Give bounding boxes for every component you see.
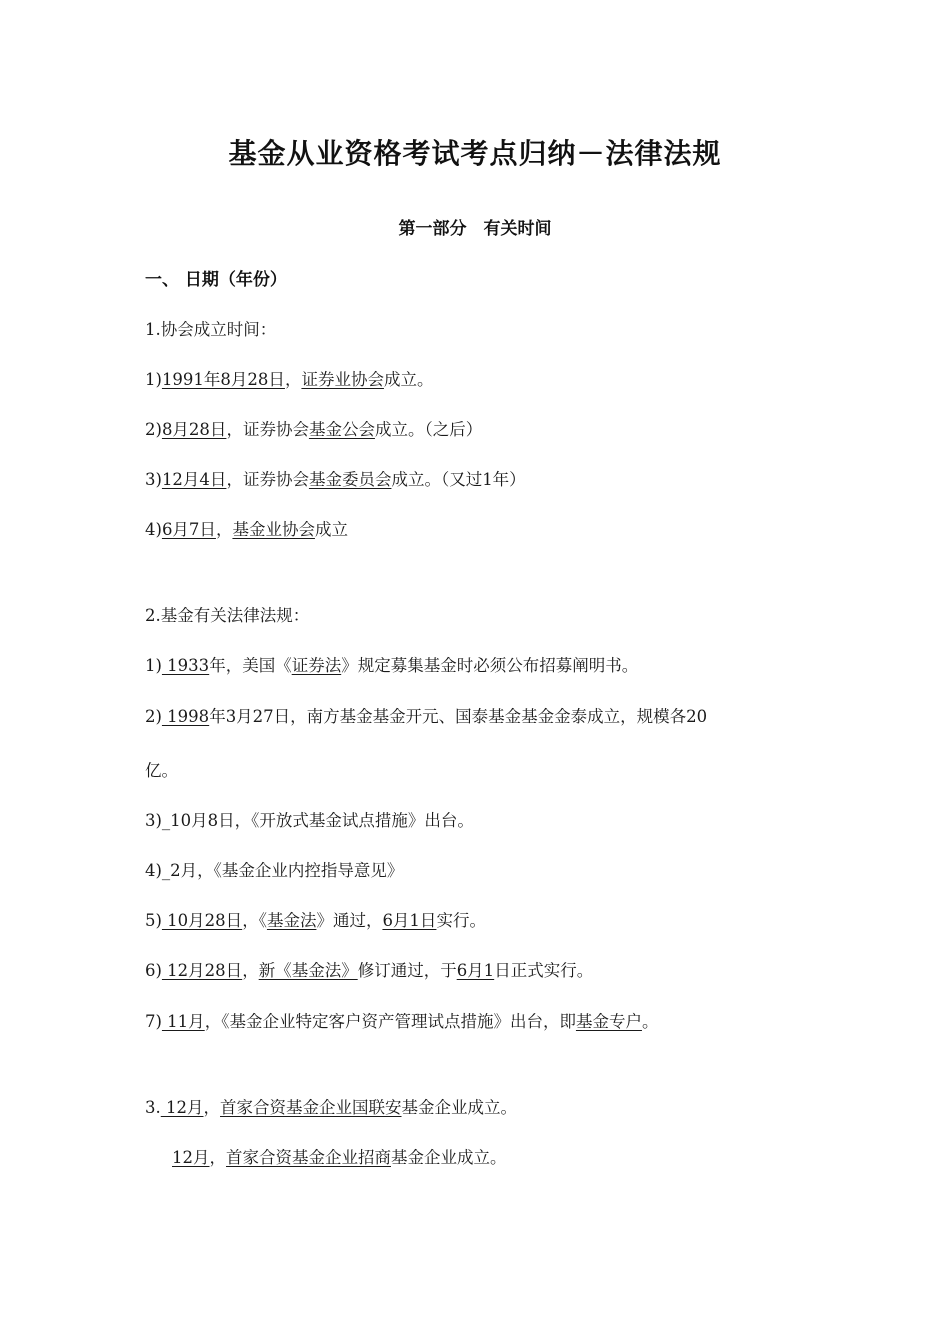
- underlined-text: 6月7日: [161, 520, 216, 539]
- text-segment: 成立。（之后）: [374, 420, 483, 439]
- text-segment: 修订通过，于: [357, 961, 457, 980]
- text-line: [145, 652, 638, 676]
- text-line: [145, 857, 403, 881]
- text-line: [145, 907, 486, 931]
- text-segment: ，: [242, 961, 259, 980]
- underlined-text: 8月28日: [161, 420, 227, 439]
- underlined-text: 12月28日: [161, 961, 243, 980]
- underlined-text: 12月: [172, 1148, 210, 1167]
- text-segment: ，证券协会: [226, 420, 309, 439]
- text-line: [145, 516, 348, 540]
- text-segment: 7): [145, 1012, 162, 1031]
- underlined-text: 基金公会: [308, 420, 375, 439]
- underlined-text: 12月: [160, 1098, 204, 1117]
- text-line: [145, 957, 593, 981]
- underlined-text: 6月1日: [382, 911, 437, 930]
- text-segment: 年，美国《: [209, 656, 292, 675]
- text-segment: 日正式实行。: [494, 961, 594, 980]
- text-segment: 基金企业成立。: [391, 1148, 507, 1167]
- text-segment: 年3月27日，南方基金基金开元、国泰基金基金金泰成立，规模各20: [209, 707, 708, 726]
- text-segment: 3): [145, 470, 162, 489]
- text-segment: 2): [145, 420, 162, 439]
- text-line: [145, 1094, 517, 1118]
- underlined-text: 首家合资基金企业国联安: [220, 1098, 402, 1117]
- text-segment: ，: [215, 520, 233, 539]
- text-line: [145, 466, 526, 490]
- text-segment: ，: [284, 370, 302, 389]
- underlined-text: 10月28日: [161, 911, 243, 930]
- text-segment: 1): [145, 656, 162, 675]
- document-title: 基金从业资格考试考点归纳－法律法规: [228, 137, 722, 170]
- underlined-text: 1991年8月28日: [161, 370, 285, 389]
- text-segment: 成立。: [383, 370, 434, 389]
- text-segment: 。: [641, 1012, 659, 1031]
- underlined-text: 证券法: [291, 656, 342, 675]
- text-segment: 2): [145, 707, 162, 726]
- text-segment: 6): [145, 961, 162, 980]
- text-segment: 》通过，: [316, 911, 383, 930]
- underlined-text: 6月1: [456, 961, 495, 980]
- text-segment: 3.: [145, 1098, 161, 1117]
- text-segment: 基金企业成立。: [401, 1098, 517, 1117]
- underlined-text: 基金法: [266, 911, 317, 930]
- text-segment: 》规定募集基金时必须公布招募阐明书。: [341, 656, 639, 675]
- text-segment: 成立: [314, 520, 348, 539]
- text-segment: ，: [203, 1098, 220, 1117]
- text-segment: 5): [145, 911, 162, 930]
- text-segment: 4)_2月，《基金企业内控指导意见》: [145, 861, 404, 880]
- underlined-text: 基金委员会: [308, 470, 392, 489]
- text-line: [145, 807, 474, 831]
- text-segment: 1.协会成立时间：: [145, 320, 277, 339]
- underlined-text: 新《基金法》: [258, 961, 358, 980]
- underlined-text: 基金业协会: [232, 520, 315, 539]
- section-subtitle: 第一部分 有关时间: [398, 219, 552, 239]
- text-segment: 4): [145, 520, 162, 539]
- underlined-text: 基金专户: [575, 1012, 642, 1031]
- text-line: [172, 1144, 507, 1168]
- text-line: [145, 757, 178, 781]
- text-line: [145, 416, 482, 440]
- text-line: [145, 1008, 658, 1032]
- text-line: [145, 366, 433, 390]
- text-line: [145, 703, 707, 727]
- text-segment: 3)_10月8日，《开放式基金试点措施》出台。: [145, 811, 474, 830]
- underlined-text: 11月: [161, 1012, 205, 1031]
- text-segment: ，证券协会: [226, 470, 309, 489]
- text-line: [145, 316, 276, 340]
- underlined-text: 首家合资基金企业招商: [226, 1148, 391, 1167]
- text-segment: 成立。（又过1年）: [391, 470, 526, 489]
- text-segment: ，: [209, 1148, 226, 1167]
- text-segment: ，《: [242, 911, 267, 930]
- text-segment: 1): [145, 370, 162, 389]
- text-segment: 实行。: [436, 911, 486, 930]
- text-segment: 2.基金有关法律法规：: [145, 606, 310, 625]
- underlined-text: 证券业协会: [301, 370, 384, 389]
- text-line: [145, 602, 309, 626]
- text-segment: ，《基金企业特定客户资产管理试点措施》出台，即: [204, 1012, 576, 1031]
- underlined-text: 1998: [161, 707, 210, 726]
- text-segment: 亿。: [145, 761, 178, 780]
- underlined-text: 1933: [161, 656, 210, 675]
- section-heading: 一、 日期（年份）: [145, 270, 287, 290]
- underlined-text: 12月4日: [161, 470, 227, 489]
